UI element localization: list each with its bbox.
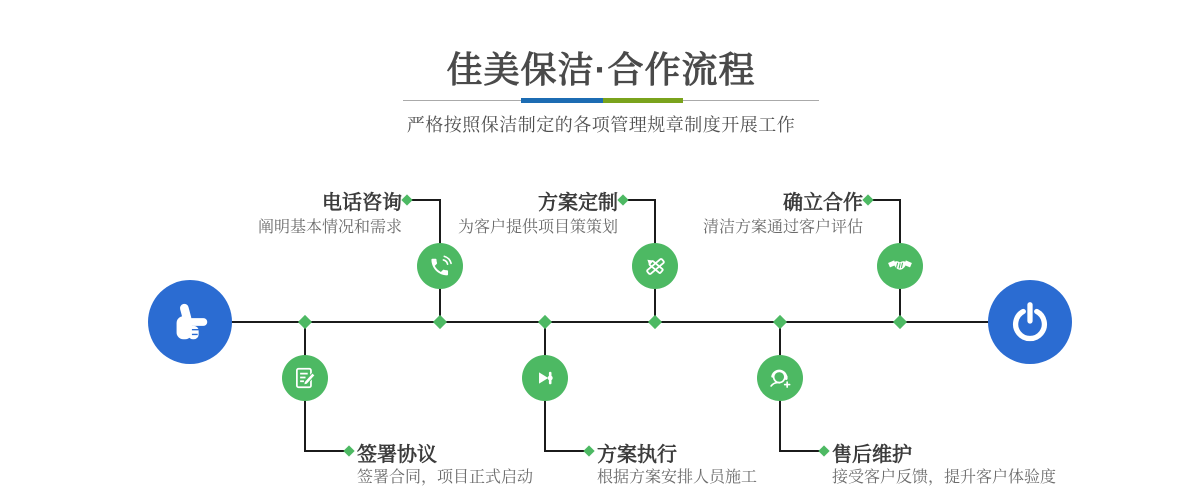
step-desc: 签署合同，项目正式启动 <box>357 469 534 486</box>
pointing-hand-icon <box>167 299 213 345</box>
step-desc: 接受客户反馈，提升客户体验度 <box>832 469 1057 486</box>
document-pen-icon <box>292 365 318 391</box>
step-title: 方案执行 <box>597 444 677 466</box>
label-diamond <box>818 445 829 456</box>
label-diamond <box>583 445 594 456</box>
divider-blue-segment <box>521 98 603 103</box>
power-icon <box>1007 299 1053 345</box>
timeline-end-node <box>988 280 1072 364</box>
page-title: 佳美保洁·合作流程 <box>446 49 756 90</box>
step-title: 电话咨询 <box>322 192 402 214</box>
step-circle <box>632 243 678 289</box>
step-desc: 根据方案安排人员施工 <box>597 469 758 486</box>
label-diamond <box>862 194 873 205</box>
step-circle <box>417 243 463 289</box>
step-title: 确立合作 <box>783 192 863 214</box>
headset-plus-icon <box>767 365 793 391</box>
timeline-junction-diamond <box>648 315 662 329</box>
label-diamond <box>617 194 628 205</box>
timeline-junction-diamond <box>538 315 552 329</box>
step-circle <box>757 355 803 401</box>
step-title: 售后维护 <box>832 444 912 466</box>
step-title: 签署协议 <box>357 444 437 466</box>
pencil-ruler-icon <box>642 253 669 280</box>
step-desc: 为客户提供项目策策划 <box>457 219 618 236</box>
step-circle <box>877 243 923 289</box>
step-circle <box>522 355 568 401</box>
label-diamond <box>343 445 354 456</box>
page-subtitle: 严格按照保洁制定的各项管理规章制度开展工作 <box>406 115 796 135</box>
timeline-start-node <box>148 280 232 364</box>
step-desc: 阐明基本情况和需求 <box>257 219 402 236</box>
timeline-junction-diamond <box>298 315 312 329</box>
step-circle <box>282 355 328 401</box>
label-diamond <box>401 194 412 205</box>
title-divider <box>403 98 819 103</box>
divider-green-segment <box>603 98 683 103</box>
step-desc: 清洁方案通过客户评估 <box>702 219 863 236</box>
step-title: 方案定制 <box>538 192 618 214</box>
phone-icon <box>427 253 454 280</box>
handshake-icon <box>886 252 914 280</box>
timeline-junction-diamond <box>893 315 907 329</box>
timeline-junction-diamond <box>433 315 447 329</box>
play-next-icon <box>532 365 558 391</box>
timeline-junction-diamond <box>773 315 787 329</box>
